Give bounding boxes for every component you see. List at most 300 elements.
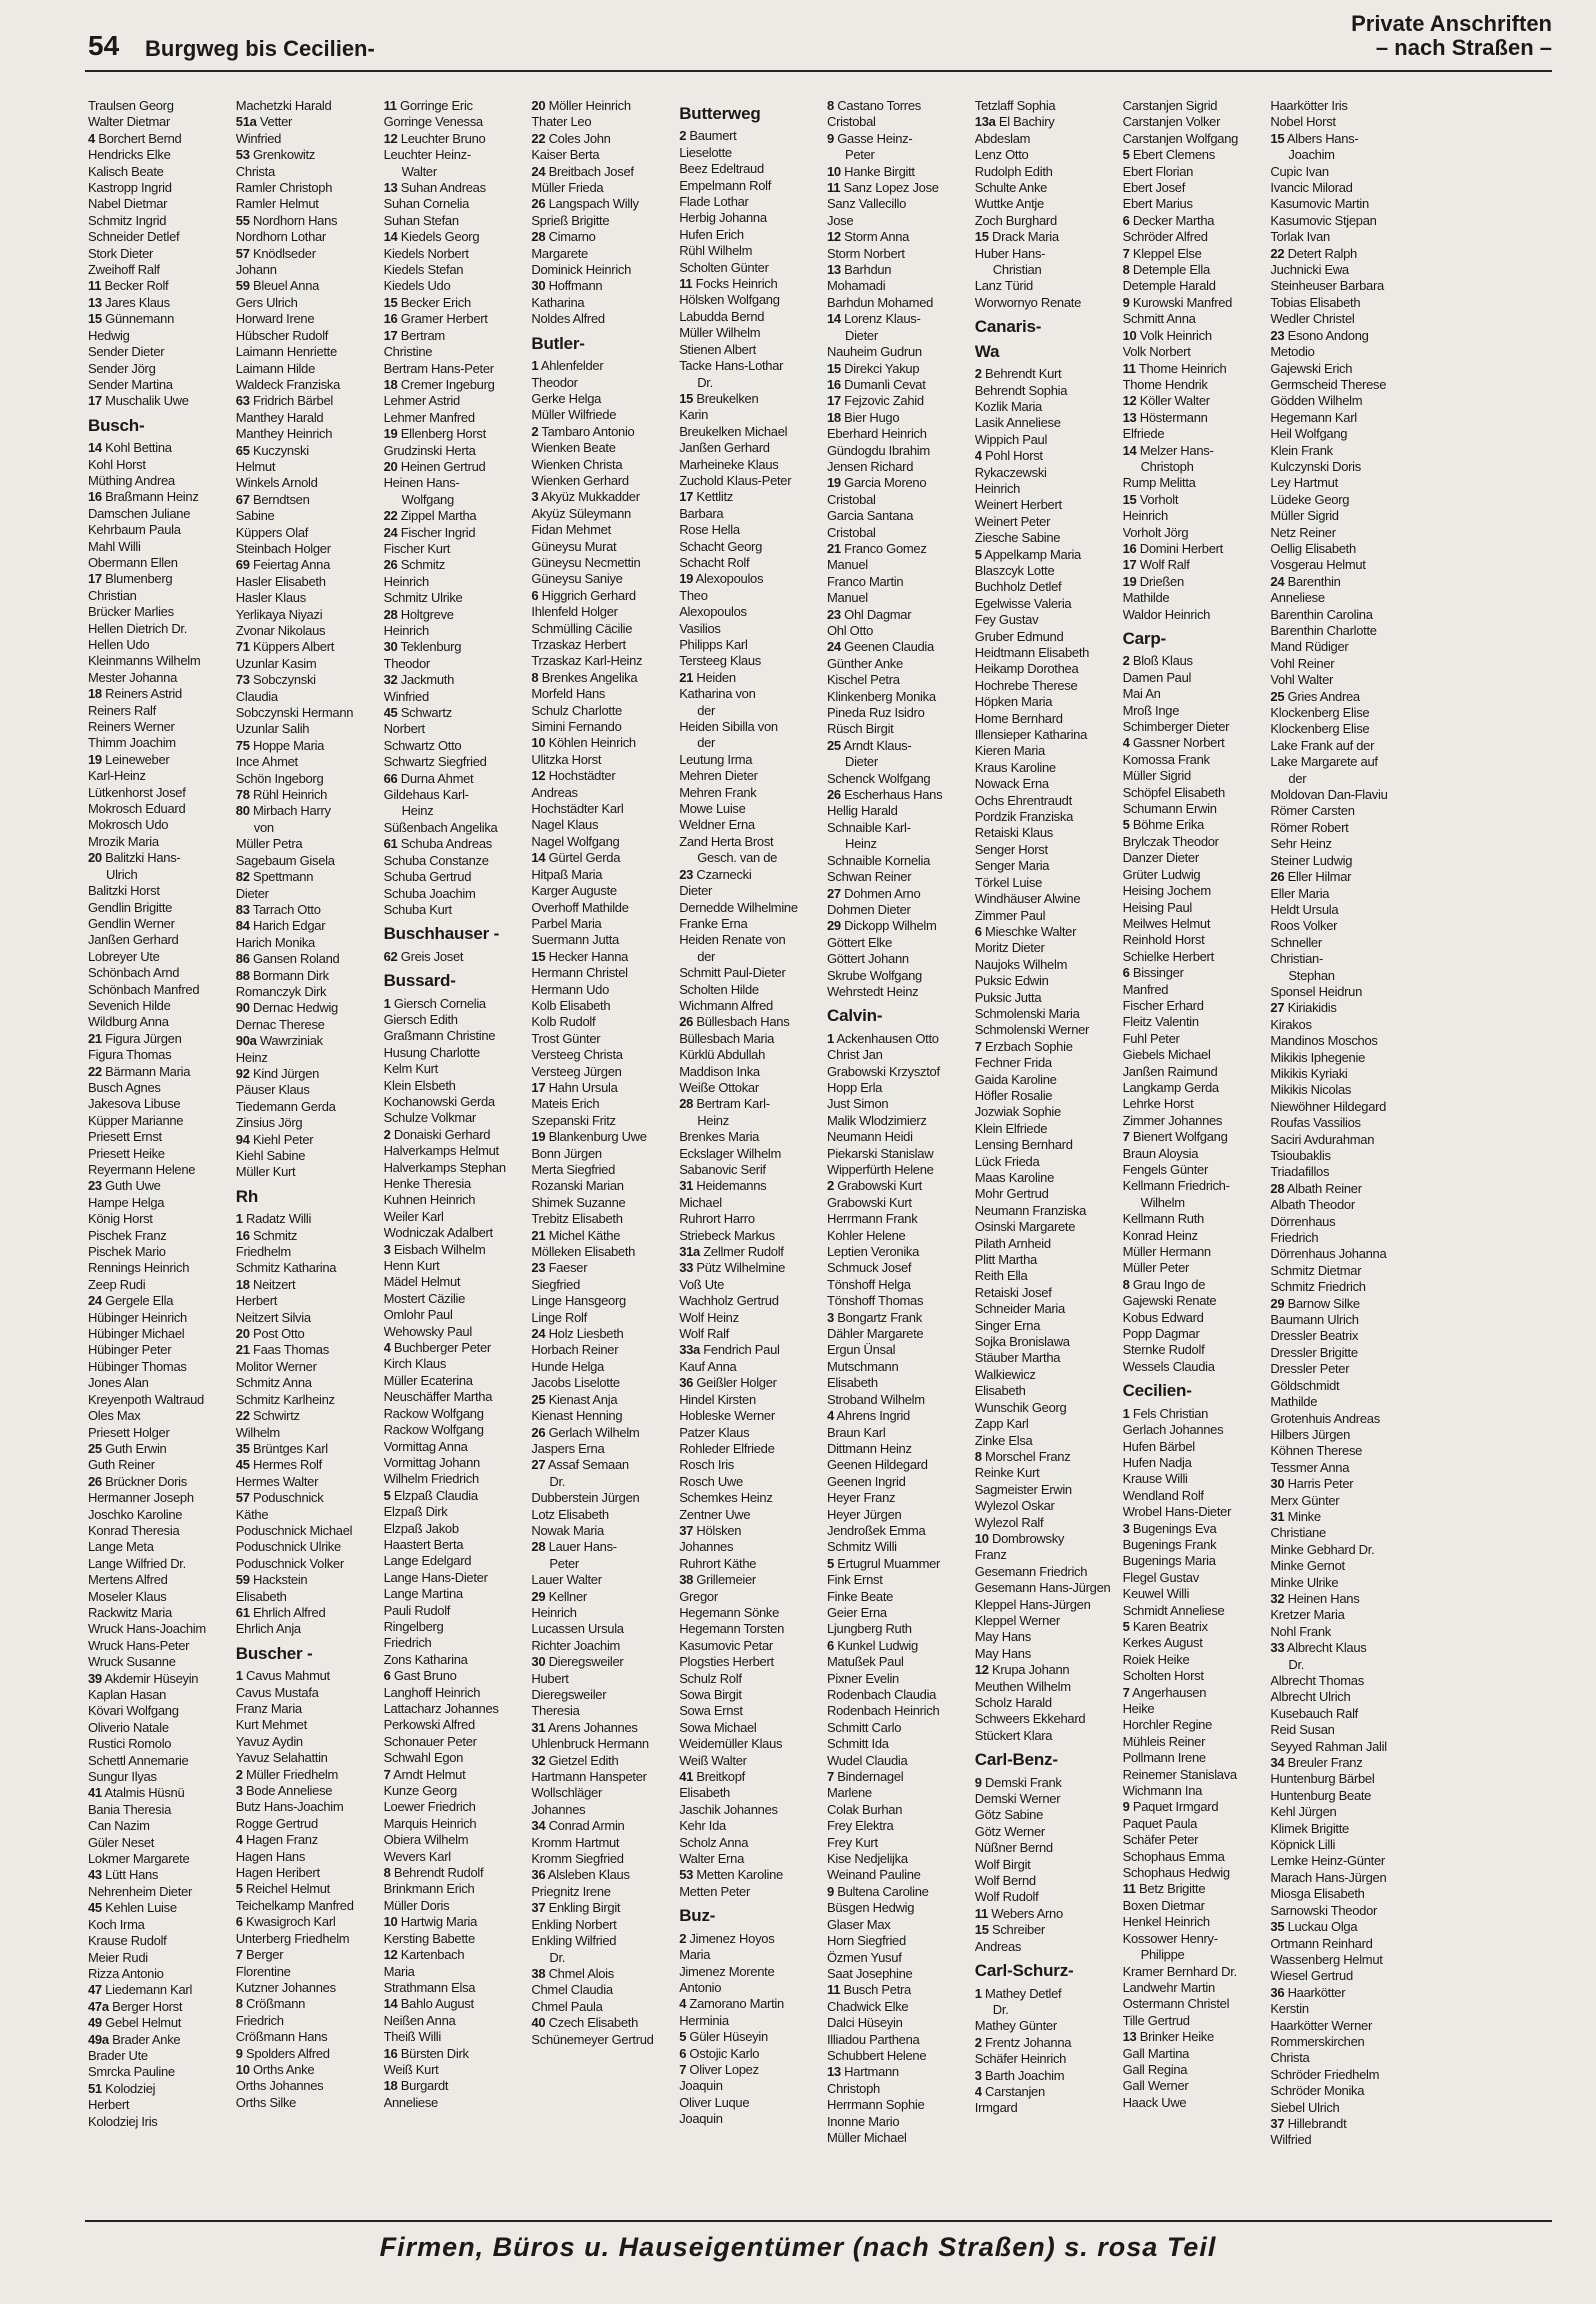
resident-entry: 3 Eisbach Wilhelm — [383, 1241, 486, 1257]
resident-entry: 63 Fridrich Bärbel — [235, 393, 334, 409]
resident-entry: 25 Arndt Klaus- — [827, 737, 912, 753]
resident-entry: Metten Peter — [679, 1883, 751, 1899]
resident-entry: Vosgerau Helmut — [1270, 557, 1366, 573]
resident-entry: Vorholt Jörg — [1122, 524, 1189, 540]
resident-entry: Hermann Christel — [531, 965, 628, 981]
resident-entry: Kohler Helene — [827, 1227, 906, 1243]
resident-entry: Ringelberg — [383, 1618, 444, 1634]
resident-entry: 12 Krupa Johann — [974, 1662, 1070, 1678]
resident-entry: Schäfer Peter — [1122, 1832, 1199, 1848]
resident-entry: Bonn Jürgen — [531, 1145, 602, 1161]
resident-entry: 57 Poduschnick — [235, 1490, 324, 1506]
resident-entry: Kolb Rudolf — [531, 1014, 596, 1030]
resident-entry: Köhnen Therese — [1270, 1443, 1363, 1459]
resident-entry: Schwan Reiner — [827, 869, 912, 885]
resident-entry: Weinert Peter — [974, 513, 1051, 529]
resident-entry: 14 Kohl Bettina — [88, 440, 172, 456]
resident-entry: Winfried — [235, 130, 282, 146]
resident-entry: Winfried — [383, 688, 429, 704]
street-heading: Carl-Benz- — [974, 1750, 1058, 1770]
resident-entry: Katharina — [531, 294, 585, 310]
resident-entry: Molitor Werner — [235, 1358, 317, 1374]
resident-entry: Dähler Margarete — [827, 1326, 924, 1342]
resident-entry: 8 Behrendt Rudolf — [383, 1865, 484, 1881]
resident-entry: Jendroßek Emma — [827, 1522, 926, 1538]
resident-entry: Joaquin — [679, 2111, 723, 2127]
street-heading: Canaris- — [974, 317, 1042, 337]
resident-entry: Dieter — [235, 885, 269, 901]
resident-entry: Puksic Edwin — [974, 973, 1049, 989]
resident-entry: Kossower Henry- — [1122, 1930, 1218, 1946]
resident-entry: Fischer Kurt — [383, 540, 451, 556]
resident-entry: Mrozik Maria — [88, 833, 159, 849]
resident-entry: Andreas — [531, 784, 578, 800]
resident-entry: Schneider Detlef — [88, 229, 180, 245]
street-heading: Bussard- — [383, 971, 456, 991]
resident-entry: Schweers Ekkehard — [974, 1711, 1086, 1727]
resident-entry: 24 Gergele Ella — [88, 1293, 174, 1309]
resident-entry: Illensieper Katharina — [974, 727, 1088, 743]
resident-entry: Christoph — [827, 2080, 880, 2096]
resident-entry: 62 Greis Joset — [383, 948, 464, 964]
resident-entry: Rackow Wolfgang — [383, 1422, 484, 1438]
resident-entry: 11 Becker Rolf — [88, 278, 169, 294]
resident-entry: Herbert — [235, 1293, 278, 1309]
resident-entry: Kramer Bernhard Dr. — [1122, 1963, 1237, 1979]
resident-entry: Schröder Monika — [1270, 2083, 1365, 2099]
resident-entry: 1 Giersch Cornelia — [383, 995, 486, 1011]
resident-entry: Kobus Edward — [1122, 1309, 1204, 1325]
resident-entry: Peter — [845, 147, 875, 163]
resident-entry: Dressler Brigitte — [1270, 1344, 1358, 1360]
resident-entry: 26 Büllesbach Hans — [679, 1014, 790, 1030]
resident-entry: Christ Jan — [827, 1047, 883, 1063]
resident-entry: Elisabeth — [679, 1785, 730, 1801]
resident-entry: 22 Zippel Martha — [383, 508, 477, 524]
resident-entry: 31 Arens Johannes — [531, 1719, 638, 1735]
resident-entry: Ruhrort Käthe — [679, 1555, 757, 1571]
resident-entry: 27 Assaf Semaan — [531, 1457, 629, 1473]
resident-entry: Priesett Holger — [88, 1424, 170, 1440]
resident-entry: Grudzinski Herta — [383, 442, 476, 458]
resident-entry: der — [697, 735, 716, 751]
resident-entry: Priesett Ernst — [88, 1129, 162, 1145]
resident-entry: Obermann Ellen — [88, 554, 178, 570]
resident-entry: Germscheid Therese — [1270, 376, 1387, 392]
resident-entry: Christine — [383, 344, 433, 360]
resident-entry: Sobczynski Hermann — [235, 705, 354, 721]
resident-entry: Hufen Erich — [679, 226, 744, 242]
resident-entry: Schacht Georg — [679, 538, 763, 554]
resident-entry: Barenthin Charlotte — [1270, 623, 1377, 638]
resident-entry: Grabowski Krzysztof — [827, 1063, 940, 1079]
resident-entry: Antonio — [679, 1979, 722, 1995]
resident-entry: Mokrosch Udo — [88, 817, 169, 833]
resident-entry: 84 Harich Edgar — [235, 918, 326, 934]
resident-entry: Hegemann Karl — [1270, 409, 1357, 425]
resident-entry: Kolb Elisabeth — [531, 997, 611, 1013]
resident-entry: Brylczak Theodor — [1122, 833, 1219, 849]
resident-entry: Katharina von — [679, 686, 756, 702]
resident-entry: Christian- — [1270, 951, 1324, 967]
resident-entry: Friedrich — [383, 1635, 432, 1651]
resident-entry: Harich Monika — [235, 934, 315, 950]
resident-entry: 33a Fendrich Paul — [679, 1342, 780, 1358]
resident-entry: Graßmann Christine — [383, 1028, 496, 1044]
resident-entry: Zimmer Paul — [974, 907, 1046, 923]
resident-entry: 13a El Bachiry — [974, 114, 1055, 130]
resident-entry: 86 Gansen Roland — [235, 951, 340, 967]
resident-entry: Zand Herta Brost — [679, 833, 774, 849]
resident-entry: Vormittag Anna — [383, 1438, 468, 1454]
resident-entry: Heikamp Dorothea — [974, 661, 1079, 677]
resident-entry: 15 Drack Maria — [974, 229, 1059, 245]
resident-entry: Scholten Hilde — [679, 981, 759, 997]
resident-entry: 6 Higgrich Gerhard — [531, 587, 636, 603]
resident-entry: Hufen Bärbel — [1122, 1438, 1195, 1454]
resident-entry: Carstanjen Wolfgang — [1122, 130, 1239, 146]
resident-entry: Schön Ingeborg — [235, 770, 324, 786]
resident-entry: Kasumovic Stjepan — [1270, 212, 1377, 228]
resident-entry: Heising Paul — [1122, 899, 1192, 915]
resident-entry: Heising Jochem — [1122, 883, 1211, 899]
resident-entry: Mehren Frank — [679, 784, 757, 800]
resident-entry: Blaszcyk Lotte — [974, 562, 1055, 578]
resident-entry: Maddison Inka — [679, 1063, 760, 1079]
resident-entry: Heinrich — [974, 480, 1021, 496]
resident-entry: Weldner Erna — [679, 817, 755, 833]
resident-entry: 7 Arndt Helmut — [383, 1766, 466, 1782]
resident-entry: Schuba Kurt — [383, 901, 452, 917]
resident-entry: Colak Burhan — [827, 1801, 903, 1817]
resident-entry: Kauf Anna — [679, 1358, 737, 1374]
resident-entry: 14 Bahlo August — [383, 1996, 474, 2012]
resident-entry: Nobel Horst — [1270, 114, 1336, 130]
resident-entry: Cristobal — [827, 524, 876, 540]
resident-entry: Kaplan Hasan — [88, 1687, 167, 1702]
resident-entry: Lemke Heinz-Günter — [1270, 1853, 1385, 1869]
resident-entry: Friedrich — [235, 2012, 284, 2028]
resident-entry: Elfriede — [1122, 426, 1165, 442]
resident-entry: Roufas Vassilios — [1270, 1115, 1361, 1131]
resident-entry: 23 Guth Uwe — [88, 1178, 161, 1194]
resident-entry: Sender Dieter — [88, 344, 165, 360]
resident-entry: Torlak Ivan — [1270, 229, 1330, 245]
resident-entry: Wolfgang — [401, 491, 454, 507]
resident-entry: Tobias Elisabeth — [1270, 294, 1361, 310]
resident-entry: Maria — [383, 1963, 415, 1979]
resident-entry: 3 Bongartz Frank — [827, 1309, 922, 1325]
resident-entry: 23 Faeser — [531, 1260, 588, 1276]
resident-entry: der — [697, 702, 716, 718]
resident-entry: Mölleken Elisabeth — [531, 1244, 636, 1260]
resident-entry: Hermann Udo — [531, 981, 610, 997]
resident-entry: Schmitz Friedrich — [1270, 1279, 1366, 1295]
resident-entry: Joschko Karoline — [88, 1506, 183, 1522]
resident-entry: Lück Frieda — [974, 1153, 1040, 1169]
resident-entry: 2 Müller Friedhelm — [235, 1766, 339, 1782]
resident-entry: Breukelken Michael — [679, 423, 788, 439]
resident-entry: 4 Ahrens Ingrid — [827, 1408, 910, 1424]
resident-entry: Teichelkamp Manfred — [235, 1897, 354, 1913]
resident-entry: Ebert Josef — [1122, 180, 1186, 196]
resident-entry: Mroß Inge — [1122, 702, 1180, 718]
resident-entry: 75 Hoppe Maria — [235, 737, 325, 753]
resident-entry: Mikikis Nicolas — [1270, 1082, 1352, 1098]
resident-entry: Müller Wilhelm — [679, 325, 761, 341]
resident-entry: Tersteeg Klaus — [679, 653, 761, 669]
resident-entry: 7 Erzbach Sophie — [974, 1038, 1073, 1054]
resident-entry: Wolf Birgit — [974, 1856, 1031, 1872]
resident-entry: Peter — [549, 1555, 579, 1571]
resident-entry: Heiden Sibilla von — [679, 719, 778, 735]
resident-entry: 20 Balitzki Hans- — [88, 850, 181, 866]
resident-entry: Egelwisse Valeria — [974, 595, 1072, 611]
resident-entry: Franz — [974, 1547, 1007, 1563]
resident-entry: Büsgen Hedwig — [827, 1900, 915, 1916]
resident-entry: Ergun Ünsal — [827, 1342, 896, 1358]
resident-entry: Siebel Ulrich — [1270, 2099, 1340, 2115]
resident-entry: Ohl Otto — [827, 623, 874, 638]
resident-entry: Hobleske Werner — [679, 1408, 775, 1424]
resident-entry: Jose — [827, 212, 854, 228]
resident-entry: Wevers Karl — [383, 1848, 451, 1864]
resident-entry: 53 Metten Karoline — [679, 1867, 783, 1883]
resident-entry: Tsioubaklis — [1270, 1148, 1331, 1163]
resident-entry: Rozanski Marian — [531, 1178, 624, 1194]
resident-entry: Hedwig — [88, 327, 130, 343]
resident-entry: Huber Hans- — [974, 245, 1046, 261]
resident-entry: Linge Rolf — [531, 1309, 587, 1325]
resident-entry: 19 Alexopoulos — [679, 571, 764, 587]
resident-entry: Versteeg Christa — [531, 1047, 623, 1063]
resident-entry: Mertens Alfred — [88, 1572, 168, 1588]
resident-entry: Plogsties Herbert — [679, 1654, 774, 1670]
resident-entry: 29 Kellner — [531, 1588, 587, 1604]
resident-entry: Ortmann Reinhard — [1270, 1935, 1373, 1951]
resident-entry: Oles Max — [88, 1408, 141, 1424]
resident-entry: Dieter — [845, 754, 878, 770]
resident-entry: Mikikis Iphegenie — [1270, 1049, 1366, 1065]
resident-entry: Schumann Erwin — [1122, 801, 1217, 817]
resident-entry: Theodor — [531, 374, 578, 390]
resident-entry: Kehr Ida — [679, 1818, 726, 1834]
resident-entry: 15 Breukelken — [679, 390, 759, 406]
resident-entry: Versteeg Jürgen — [531, 1063, 622, 1079]
resident-entry: Sowa Ernst — [679, 1703, 743, 1719]
resident-entry: Tacke Hans-Lothar — [679, 358, 784, 374]
resident-entry: 8 Detemple Ella — [1122, 262, 1210, 278]
resident-entry: Heil Wolfgang — [1270, 426, 1348, 442]
resident-entry: Suermann Jutta — [531, 932, 619, 948]
resident-entry: Wruck Susanne — [88, 1654, 176, 1670]
resident-entry: Güneysu Saniye — [531, 571, 623, 587]
resident-entry: Walter — [401, 163, 437, 179]
resident-entry: Dohmen Dieter — [827, 901, 911, 917]
resident-entry: Noldes Alfred — [531, 311, 605, 327]
resident-entry: 13 Jares Klaus — [88, 294, 170, 310]
resident-entry: 17 Wolf Ralf — [1122, 557, 1190, 573]
resident-entry: Nehrenheim Dieter — [88, 1883, 193, 1899]
resident-entry: Home Bernhard — [974, 710, 1063, 726]
resident-entry: 8 Castano Torres — [827, 98, 921, 113]
resident-entry: Koch Irma — [88, 1916, 145, 1932]
resident-entry: Haack Uwe — [1122, 2094, 1187, 2110]
resident-entry: Schmidt Anneliese — [1122, 1602, 1225, 1618]
resident-entry: Gesemann Hans-Jürgen — [974, 1580, 1111, 1596]
resident-entry: 94 Kiehl Peter — [235, 1131, 314, 1147]
resident-entry: Heyer Franz — [827, 1490, 896, 1506]
resident-entry: Kastropp Ingrid — [88, 180, 172, 196]
resident-entry: Tessmer Anna — [1270, 1459, 1350, 1475]
resident-entry: Kozlik Maria — [974, 398, 1042, 414]
resident-entry: Dominick Heinrich — [531, 262, 632, 278]
resident-entry: Kreyenpoth Waltraud — [88, 1391, 204, 1407]
resident-entry: Schulte Anke — [974, 180, 1048, 196]
resident-entry: Rohleder Elfriede — [679, 1440, 775, 1456]
resident-entry: Frey Elektra — [827, 1818, 894, 1834]
resident-entry: Meuthen Wilhelm — [974, 1678, 1071, 1694]
resident-entry: Storm Norbert — [827, 245, 905, 261]
resident-entry: Klimek Brigitte — [1270, 1820, 1349, 1836]
resident-entry: Müller Wilfriede — [531, 407, 617, 423]
resident-entry: 9 Kurowski Manfred — [1122, 294, 1233, 310]
resident-entry: Rackwitz Maria — [88, 1604, 172, 1620]
resident-entry: Mühleis Reiner — [1122, 1733, 1206, 1749]
resident-entry: Illiadou Parthena — [827, 2031, 920, 2047]
resident-entry: 16 Gramer Herbert — [383, 311, 488, 327]
resident-entry: 51 Kolodziej — [88, 2080, 156, 2096]
resident-entry: Trebitz Elisabeth — [531, 1211, 623, 1227]
resident-entry: Damen Paul — [1122, 669, 1192, 685]
resident-entry: 14 Lorenz Klaus- — [827, 311, 921, 327]
resident-entry: Lauer Walter — [531, 1572, 602, 1588]
resident-entry: Keuwel Willi — [1122, 1586, 1190, 1602]
resident-entry: 1 Cavus Mahmut — [235, 1668, 330, 1684]
resident-entry: 5 Güler Hüseyin — [679, 2029, 768, 2045]
resident-entry: Lensing Bernhard — [974, 1137, 1073, 1153]
resident-entry: Schöpfel Elisabeth — [1122, 784, 1225, 800]
resident-entry: Henn Kurt — [383, 1258, 440, 1274]
resident-entry: Reyermann Helene — [88, 1162, 196, 1177]
resident-entry: 15 Albers Hans- — [1270, 130, 1359, 146]
resident-entry: Fey Gustav — [974, 612, 1039, 628]
directory-column — [1418, 98, 1558, 2196]
resident-entry: Schonauer Peter — [383, 1733, 477, 1749]
resident-entry: Kehrbaum Paula — [88, 522, 181, 538]
resident-entry: Geenen Ingrid — [827, 1473, 906, 1489]
resident-entry: Schubbert Helene — [827, 2047, 927, 2063]
resident-entry: Lange Meta — [88, 1539, 154, 1555]
resident-entry: Schmitz Dietmar — [1270, 1262, 1362, 1278]
resident-entry: Marquis Heinrich — [383, 1815, 477, 1831]
resident-entry: Nüßner Bernd — [974, 1840, 1053, 1856]
resident-entry: Kürklü Abdullah — [679, 1047, 766, 1063]
resident-entry: Weinert Herbert — [974, 497, 1062, 513]
resident-entry: 45 Schwartz — [383, 705, 452, 721]
resident-entry: Damschen Juliane — [88, 505, 191, 521]
resident-entry: Schettl Annemarie — [88, 1752, 189, 1768]
resident-entry: Volk Norbert — [1122, 344, 1191, 360]
resident-entry: Cristobal — [827, 491, 876, 507]
resident-entry: 9 Demski Frank — [974, 1774, 1062, 1790]
resident-entry: Götz Werner — [974, 1823, 1045, 1839]
resident-entry: 32 Heinen Hans — [1270, 1590, 1360, 1606]
resident-entry: 2 Behrendt Kurt — [974, 366, 1062, 382]
resident-entry: Hubert — [531, 1670, 569, 1686]
resident-entry: Herbig Johanna — [679, 210, 767, 226]
resident-entry: Wippich Paul — [974, 431, 1048, 447]
resident-entry: Herrmann Sophie — [827, 2097, 925, 2113]
resident-entry: Dr. — [992, 2001, 1009, 2017]
resident-entry: Johann — [235, 262, 277, 278]
resident-entry: Schneider Maria — [974, 1301, 1065, 1317]
resident-entry: Sojka Bronislawa — [974, 1334, 1070, 1350]
resident-entry: Mohr Gertrud — [974, 1186, 1049, 1202]
resident-entry: Reinemer Stanislava — [1122, 1766, 1237, 1782]
resident-entry: Just Simon — [827, 1096, 889, 1112]
resident-entry: 12 Hochstädter — [531, 768, 616, 784]
resident-entry: 26 Eller Hilmar — [1270, 869, 1352, 885]
resident-entry: Triadafillos — [1270, 1164, 1330, 1180]
resident-entry: 21 Figura Jürgen — [88, 1030, 182, 1046]
resident-entry: Minke Ulrike — [1270, 1574, 1339, 1590]
street-heading: Butler- — [531, 333, 585, 353]
resident-entry: Roiek Heike — [1122, 1651, 1190, 1667]
resident-entry: Hagen Heribert — [235, 1865, 320, 1881]
resident-entry: Schmitt Anna — [1122, 311, 1196, 327]
resident-entry: Brinkmann Erich — [383, 1881, 475, 1897]
resident-entry: Barbara — [679, 505, 724, 521]
resident-entry: Kellmann Ruth — [1122, 1211, 1204, 1227]
resident-entry: 45 Kehlen Luise — [88, 1900, 177, 1916]
resident-entry: Schäfer Heinrich — [974, 2051, 1067, 2067]
resident-entry: 71 Küppers Albert — [235, 639, 335, 655]
resident-entry: Henke Theresia — [383, 1176, 471, 1191]
resident-entry: Wendland Rolf — [1122, 1487, 1204, 1503]
resident-entry: Hendricks Elke — [88, 147, 171, 163]
resident-entry: Sarnowski Theodor — [1270, 1902, 1378, 1918]
resident-entry: Wilhelm — [235, 1424, 280, 1440]
directory-column — [827, 98, 967, 2196]
resident-entry: Ulitzka Horst — [531, 751, 602, 767]
resident-entry: 23 Esono Andong — [1270, 327, 1369, 343]
section-title — [1351, 12, 1552, 60]
resident-entry: 5 Ebert Clemens — [1122, 147, 1215, 163]
resident-entry: Jakesova Libuse — [88, 1096, 181, 1112]
resident-entry: Jimenez Morente — [679, 1963, 775, 1979]
page-number: 54 — [88, 30, 120, 61]
resident-entry: Wylezol Oskar — [974, 1498, 1055, 1514]
resident-entry: Schmitz Karlheinz — [235, 1391, 335, 1407]
resident-entry: Stäuber Martha — [974, 1350, 1061, 1366]
resident-entry: Sternke Rudolf — [1122, 1342, 1205, 1358]
resident-entry: Kehl Jürgen — [1270, 1804, 1337, 1820]
resident-entry: Ince Ahmet — [235, 754, 298, 770]
resident-entry: Sagebaum Gisela — [235, 852, 335, 868]
resident-entry: Sungur Ilyas — [88, 1769, 157, 1785]
resident-entry: 11 Webers Arno — [974, 1905, 1063, 1921]
resident-entry: 1 Mathey Detlef — [974, 1985, 1062, 2001]
resident-entry: May Hans — [974, 1629, 1031, 1645]
resident-entry: Kerkes August — [1122, 1635, 1203, 1651]
resident-entry: 26 Escherhaus Hans — [827, 787, 943, 803]
resident-entry: Szepanski Fritz — [531, 1112, 616, 1128]
resident-entry: Maria — [679, 1947, 711, 1963]
resident-entry: 31 Heidemanns — [679, 1178, 767, 1194]
resident-entry: Irmgard — [974, 2100, 1018, 2116]
resident-entry: Lütkenhorst Josef — [88, 784, 186, 800]
